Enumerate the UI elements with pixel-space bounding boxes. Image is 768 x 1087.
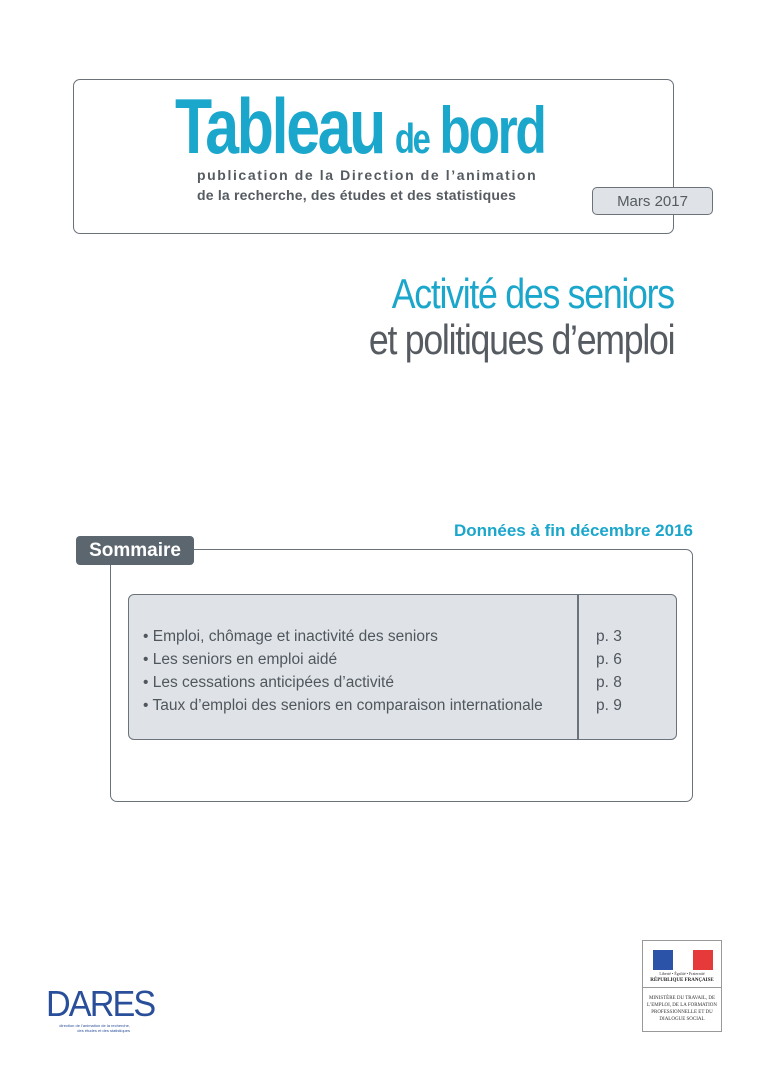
toc-page[interactable]: p. 8 xyxy=(596,674,622,691)
toc-pages xyxy=(596,625,622,717)
toc-page[interactable]: p. 9 xyxy=(596,697,622,714)
issue-date-badge: Mars 2017 xyxy=(592,187,713,215)
publication-title xyxy=(175,82,545,170)
sommaire-label: Sommaire xyxy=(76,536,194,565)
toc-divider xyxy=(577,595,579,740)
rf-motto: Liberté • Égalité • Fraternité xyxy=(659,971,705,976)
dares-subtitle-2: des études et des statistiques xyxy=(77,1028,130,1033)
dares-subtitle-1: direction de l’animation de la recherche, xyxy=(59,1023,130,1028)
title-bord: bord xyxy=(439,93,545,167)
french-flag-icon xyxy=(653,950,713,970)
toc-page[interactable]: p. 6 xyxy=(596,651,622,668)
title-de: de xyxy=(394,115,429,162)
dares-logo: DARES xyxy=(46,983,155,1024)
toc-item[interactable]: • Taux d’emploi des seniors en comparaison internationale xyxy=(143,697,543,714)
toc-item[interactable]: • Emploi, chômage et inactivité des seniors xyxy=(143,628,438,645)
headline-line-1: Activité des seniors xyxy=(391,270,674,317)
headline-line-2: et politiques d’emploi xyxy=(368,316,674,363)
publication-line-1: publication de la Direction de l’animation xyxy=(197,167,538,183)
ministry-name: MINISTÈRE DU TRAVAIL, DE L’EMPLOI, DE LA FORMATION PROFESSIONNELLE ET DU DIALOGUE SOCIAL xyxy=(646,996,718,1022)
data-date: Données à fin décembre 2016 xyxy=(453,521,693,540)
title-tableau: Tableau xyxy=(175,82,385,170)
ministry-logo xyxy=(642,940,722,1032)
toc-page[interactable]: p. 3 xyxy=(596,628,622,645)
toc-item[interactable]: • Les cessations anticipées d’activité xyxy=(143,674,394,691)
toc-items xyxy=(143,625,543,717)
toc-item[interactable]: • Les seniors en emploi aidé xyxy=(143,651,338,668)
publication-line-2: de la recherche, des études et des statistiques xyxy=(197,187,517,203)
dares-subtitle xyxy=(40,1023,130,1033)
logo-divider xyxy=(643,987,721,988)
rf-name: RÉPUBLIQUE FRANÇAISE xyxy=(650,978,714,983)
